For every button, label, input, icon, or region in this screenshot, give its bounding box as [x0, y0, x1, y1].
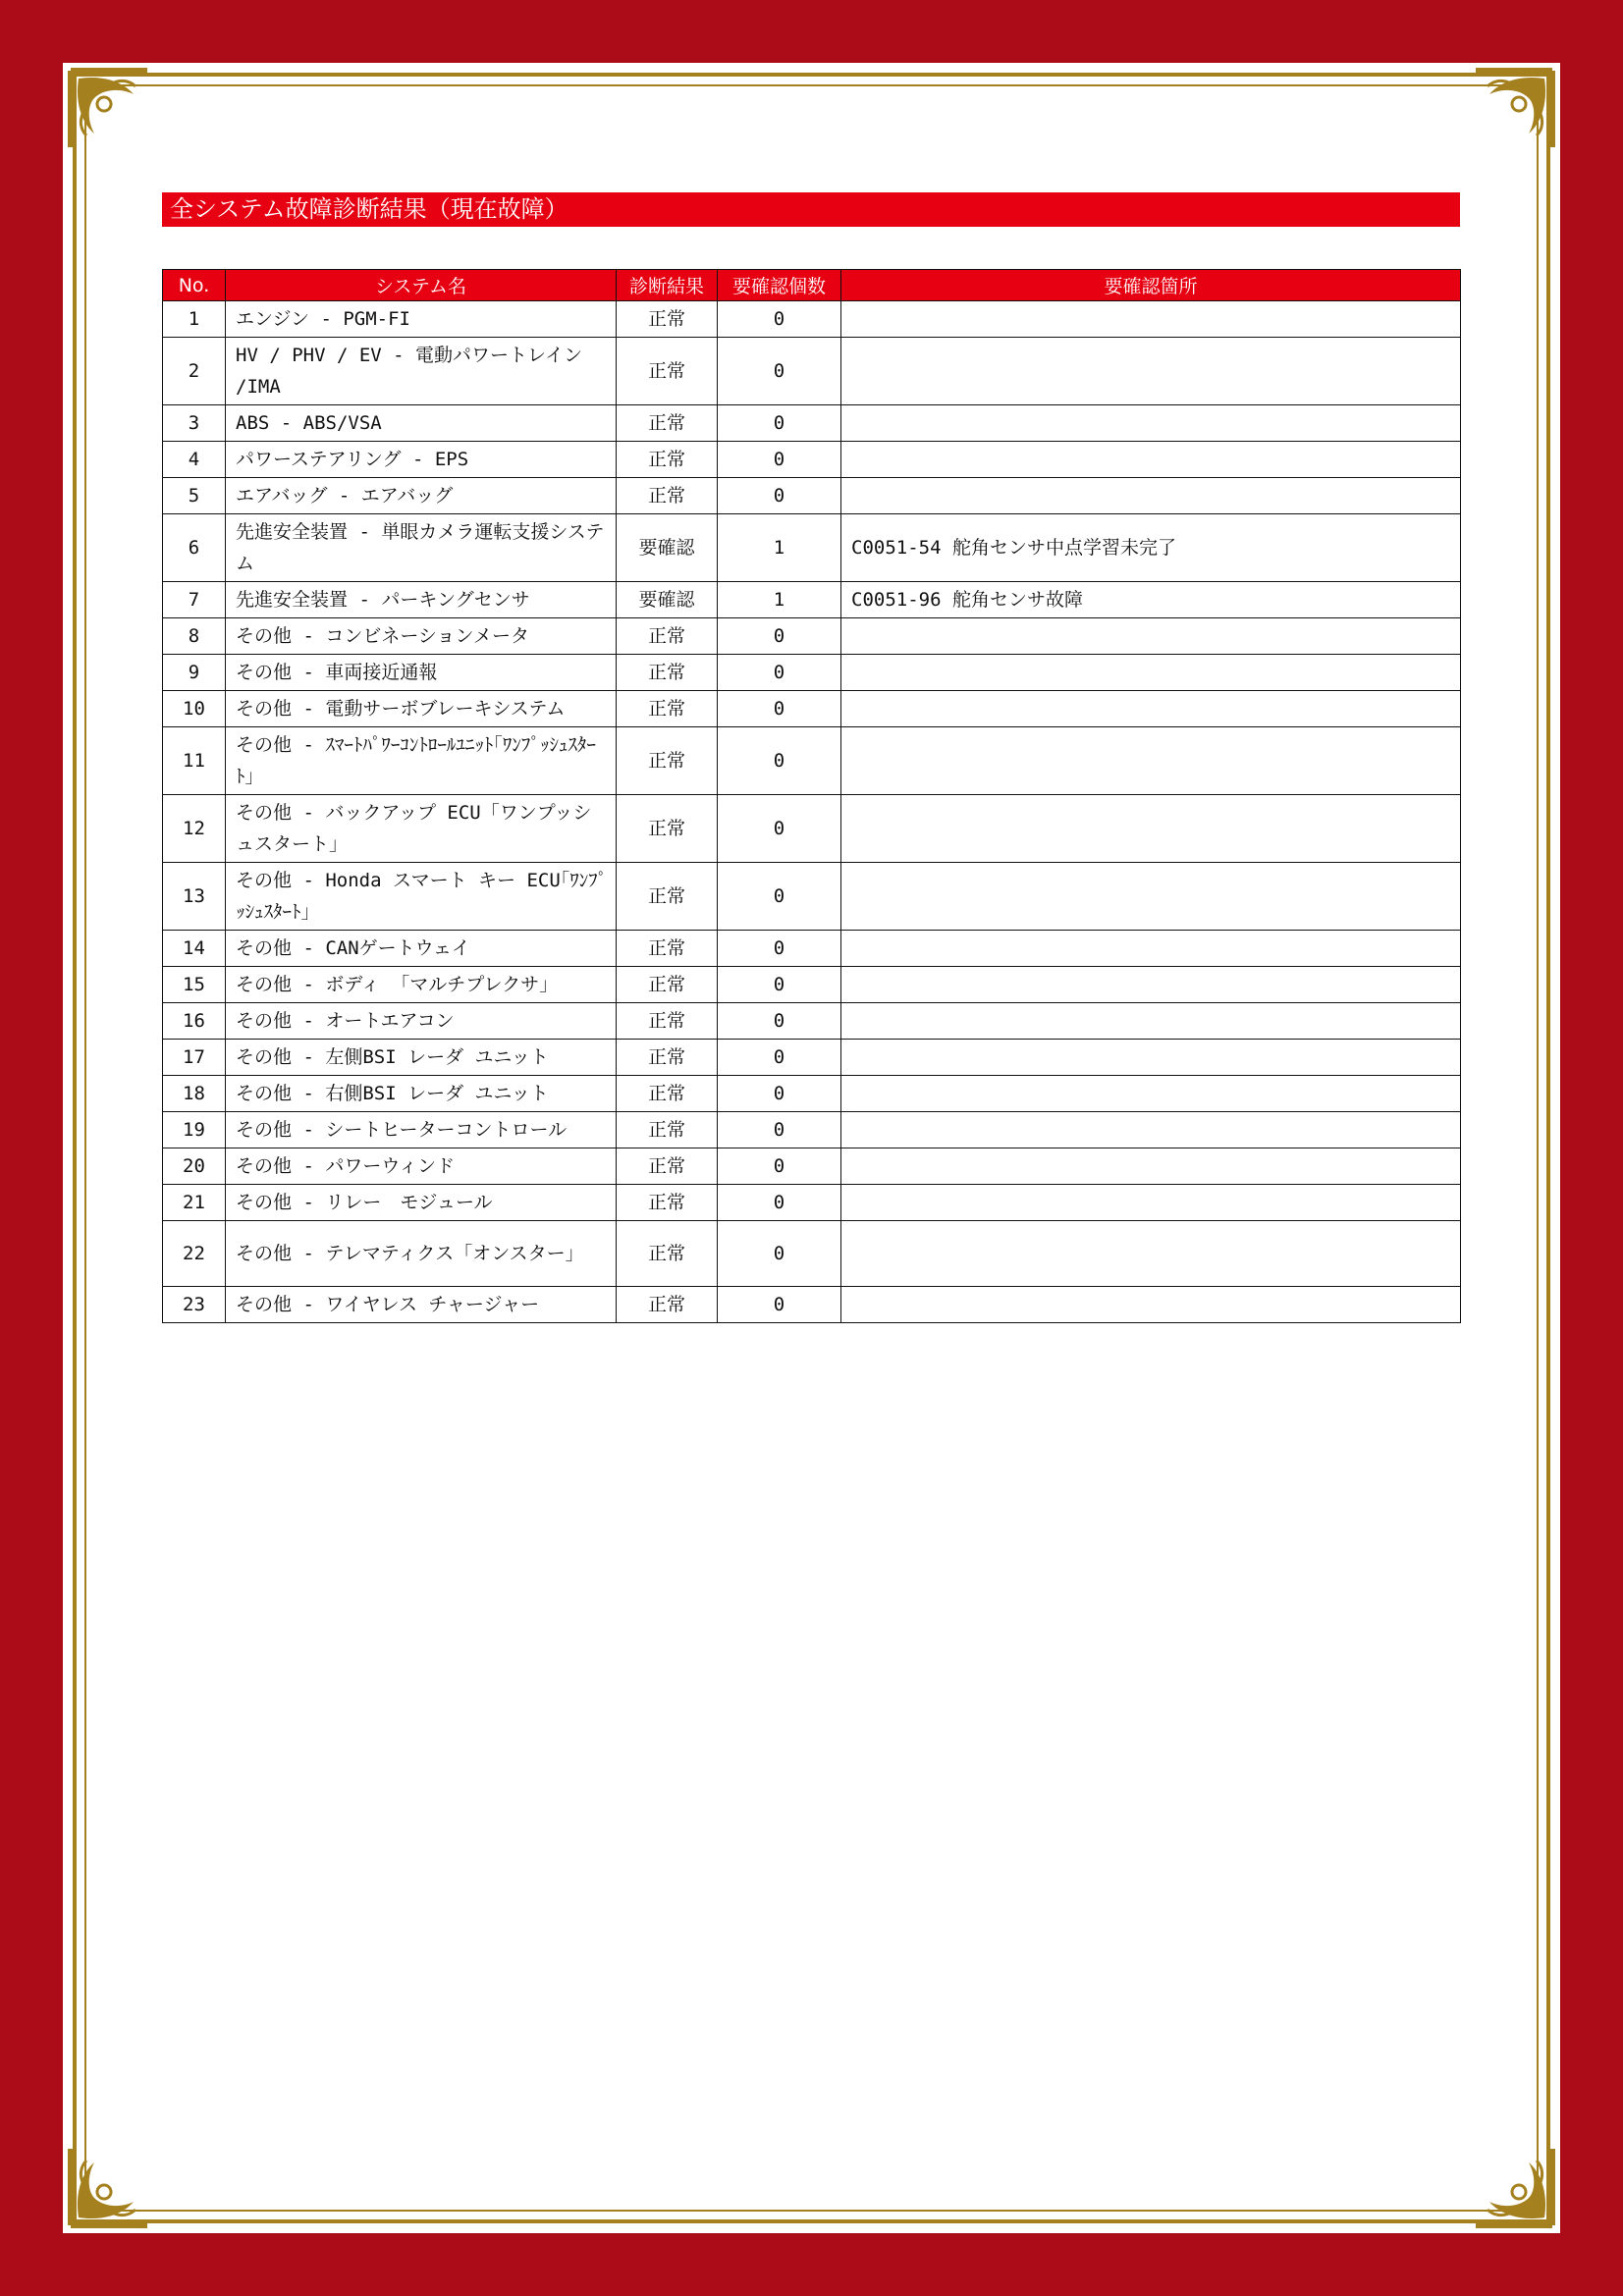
corner-ornament-icon — [65, 2143, 153, 2231]
row-count: 0 — [718, 691, 841, 727]
row-no: 21 — [163, 1185, 226, 1221]
row-system-name: エンジン - PGM-FI — [226, 301, 617, 338]
row-result: 要確認 — [617, 514, 718, 582]
row-location — [841, 618, 1461, 655]
row-count: 0 — [718, 863, 841, 931]
table-row — [163, 1287, 1461, 1323]
row-system-name: その他 - ワイヤレス チャージャー — [226, 1287, 617, 1323]
row-no: 3 — [163, 405, 226, 442]
row-system-name: その他 - CANゲートウェイ — [226, 931, 617, 967]
row-system-name: その他 - リレー モジュール — [226, 1185, 617, 1221]
row-system-name: その他 - Honda スマート キー ECU｢ﾜﾝﾌﾟｯｼｭｽﾀｰﾄ｣ — [226, 863, 617, 931]
row-no: 7 — [163, 582, 226, 618]
row-system-name: エアバッグ - エアバッグ — [226, 478, 617, 514]
row-count: 0 — [718, 1003, 841, 1040]
table-row — [163, 795, 1461, 863]
row-location — [841, 655, 1461, 691]
row-no: 17 — [163, 1040, 226, 1076]
row-result: 正常 — [617, 1185, 718, 1221]
table-row — [163, 863, 1461, 931]
table-row — [163, 691, 1461, 727]
row-location — [841, 301, 1461, 338]
row-location — [841, 1148, 1461, 1185]
row-no: 6 — [163, 514, 226, 582]
row-no: 1 — [163, 301, 226, 338]
table-row — [163, 618, 1461, 655]
table-row — [163, 1112, 1461, 1148]
row-result: 正常 — [617, 301, 718, 338]
row-location — [841, 1112, 1461, 1148]
row-count: 1 — [718, 582, 841, 618]
row-count: 0 — [718, 301, 841, 338]
corner-ornament-icon — [1470, 65, 1558, 153]
table-row — [163, 727, 1461, 795]
row-result: 正常 — [617, 727, 718, 795]
table-row — [163, 967, 1461, 1003]
row-result: 正常 — [617, 405, 718, 442]
row-result: 正常 — [617, 1221, 718, 1287]
table-row — [163, 1040, 1461, 1076]
table-row — [163, 442, 1461, 478]
row-result: 正常 — [617, 1112, 718, 1148]
section-title: 全システム故障診断結果（現在故障） — [162, 192, 1460, 227]
row-no: 20 — [163, 1148, 226, 1185]
row-system-name: その他 - 電動サーボブレーキシステム — [226, 691, 617, 727]
row-no: 8 — [163, 618, 226, 655]
row-location — [841, 1185, 1461, 1221]
row-count: 0 — [718, 727, 841, 795]
table-row — [163, 1003, 1461, 1040]
row-no: 9 — [163, 655, 226, 691]
row-system-name: HV / PHV / EV - 電動パワートレイン /IMA — [226, 338, 617, 405]
row-system-name: 先進安全装置 - パーキングセンサ — [226, 582, 617, 618]
row-count: 0 — [718, 618, 841, 655]
row-location — [841, 1003, 1461, 1040]
row-result: 正常 — [617, 1040, 718, 1076]
row-system-name: その他 - オートエアコン — [226, 1003, 617, 1040]
table-row — [163, 514, 1461, 582]
row-system-name: その他 - パワーウィンド — [226, 1148, 617, 1185]
row-system-name: その他 - 右側BSI レーダ ユニット — [226, 1076, 617, 1112]
table-row — [163, 338, 1461, 405]
row-system-name: その他 - バックアップ ECU「ワンプッシュスタート」 — [226, 795, 617, 863]
row-count: 0 — [718, 442, 841, 478]
row-no: 11 — [163, 727, 226, 795]
row-system-name: その他 - コンビネーションメータ — [226, 618, 617, 655]
row-result: 要確認 — [617, 582, 718, 618]
row-location — [841, 691, 1461, 727]
row-result: 正常 — [617, 1003, 718, 1040]
row-no: 19 — [163, 1112, 226, 1148]
row-count: 0 — [718, 931, 841, 967]
row-system-name: その他 - シートヒーターコントロール — [226, 1112, 617, 1148]
row-no: 10 — [163, 691, 226, 727]
table-row — [163, 405, 1461, 442]
row-result: 正常 — [617, 691, 718, 727]
table-row — [163, 655, 1461, 691]
row-location — [841, 863, 1461, 931]
corner-ornament-icon — [65, 65, 153, 153]
report-page — [63, 63, 1560, 2233]
row-no: 14 — [163, 931, 226, 967]
row-system-name: ABS - ABS/VSA — [226, 405, 617, 442]
row-system-name: 先進安全装置 - 単眼カメラ運転支援システム — [226, 514, 617, 582]
row-result: 正常 — [617, 338, 718, 405]
table-row — [163, 1185, 1461, 1221]
table-header-row — [163, 270, 1461, 301]
row-system-name: パワーステアリング - EPS — [226, 442, 617, 478]
header-result: 診断結果 — [617, 270, 718, 301]
row-no: 12 — [163, 795, 226, 863]
table-row — [163, 478, 1461, 514]
table-row — [163, 1076, 1461, 1112]
row-system-name: その他 - ｽﾏｰﾄﾊﾟﾜｰｺﾝﾄﾛｰﾙﾕﾆｯﾄ｢ﾜﾝﾌﾟｯｼｭｽﾀｰﾄ｣ — [226, 727, 617, 795]
row-location — [841, 727, 1461, 795]
row-count: 0 — [718, 655, 841, 691]
row-location — [841, 1287, 1461, 1323]
row-location — [841, 795, 1461, 863]
row-count: 0 — [718, 338, 841, 405]
row-count: 0 — [718, 1040, 841, 1076]
corner-ornament-icon — [1470, 2143, 1558, 2231]
row-result: 正常 — [617, 863, 718, 931]
header-count: 要確認個数 — [718, 270, 841, 301]
row-count: 1 — [718, 514, 841, 582]
row-count: 0 — [718, 967, 841, 1003]
row-system-name: その他 - 左側BSI レーダ ユニット — [226, 1040, 617, 1076]
table-row — [163, 1221, 1461, 1287]
row-no: 13 — [163, 863, 226, 931]
row-location — [841, 405, 1461, 442]
row-no: 15 — [163, 967, 226, 1003]
row-no: 4 — [163, 442, 226, 478]
row-no: 23 — [163, 1287, 226, 1323]
row-no: 22 — [163, 1221, 226, 1287]
row-result: 正常 — [617, 1076, 718, 1112]
row-count: 0 — [718, 795, 841, 863]
row-location — [841, 1076, 1461, 1112]
row-count: 0 — [718, 1221, 841, 1287]
diagnosis-table — [162, 269, 1461, 1323]
header-system-name: システム名 — [226, 270, 617, 301]
row-location — [841, 478, 1461, 514]
row-result: 正常 — [617, 1148, 718, 1185]
row-count: 0 — [718, 1287, 841, 1323]
table-row — [163, 582, 1461, 618]
row-result: 正常 — [617, 795, 718, 863]
row-no: 5 — [163, 478, 226, 514]
header-location: 要確認箇所 — [841, 270, 1461, 301]
row-location: C0051-96 舵角センサ故障 — [841, 582, 1461, 618]
table-row — [163, 931, 1461, 967]
row-result: 正常 — [617, 655, 718, 691]
row-result: 正常 — [617, 618, 718, 655]
row-count: 0 — [718, 1185, 841, 1221]
row-location — [841, 338, 1461, 405]
row-count: 0 — [718, 1148, 841, 1185]
row-location — [841, 931, 1461, 967]
row-count: 0 — [718, 1076, 841, 1112]
table-row — [163, 1148, 1461, 1185]
row-system-name: その他 - 車両接近通報 — [226, 655, 617, 691]
row-result: 正常 — [617, 442, 718, 478]
row-no: 16 — [163, 1003, 226, 1040]
header-no: No. — [163, 270, 226, 301]
row-system-name: その他 - テレマティクス「オンスター」 — [226, 1221, 617, 1287]
row-location: C0051-54 舵角センサ中点学習未完了 — [841, 514, 1461, 582]
row-location — [841, 442, 1461, 478]
table-row — [163, 301, 1461, 338]
row-count: 0 — [718, 1112, 841, 1148]
row-count: 0 — [718, 405, 841, 442]
row-result: 正常 — [617, 478, 718, 514]
row-no: 2 — [163, 338, 226, 405]
row-location — [841, 1040, 1461, 1076]
row-location — [841, 967, 1461, 1003]
row-result: 正常 — [617, 931, 718, 967]
row-result: 正常 — [617, 967, 718, 1003]
row-result: 正常 — [617, 1287, 718, 1323]
row-system-name: その他 - ボディ 「マルチプレクサ」 — [226, 967, 617, 1003]
row-count: 0 — [718, 478, 841, 514]
row-no: 18 — [163, 1076, 226, 1112]
row-location — [841, 1221, 1461, 1287]
